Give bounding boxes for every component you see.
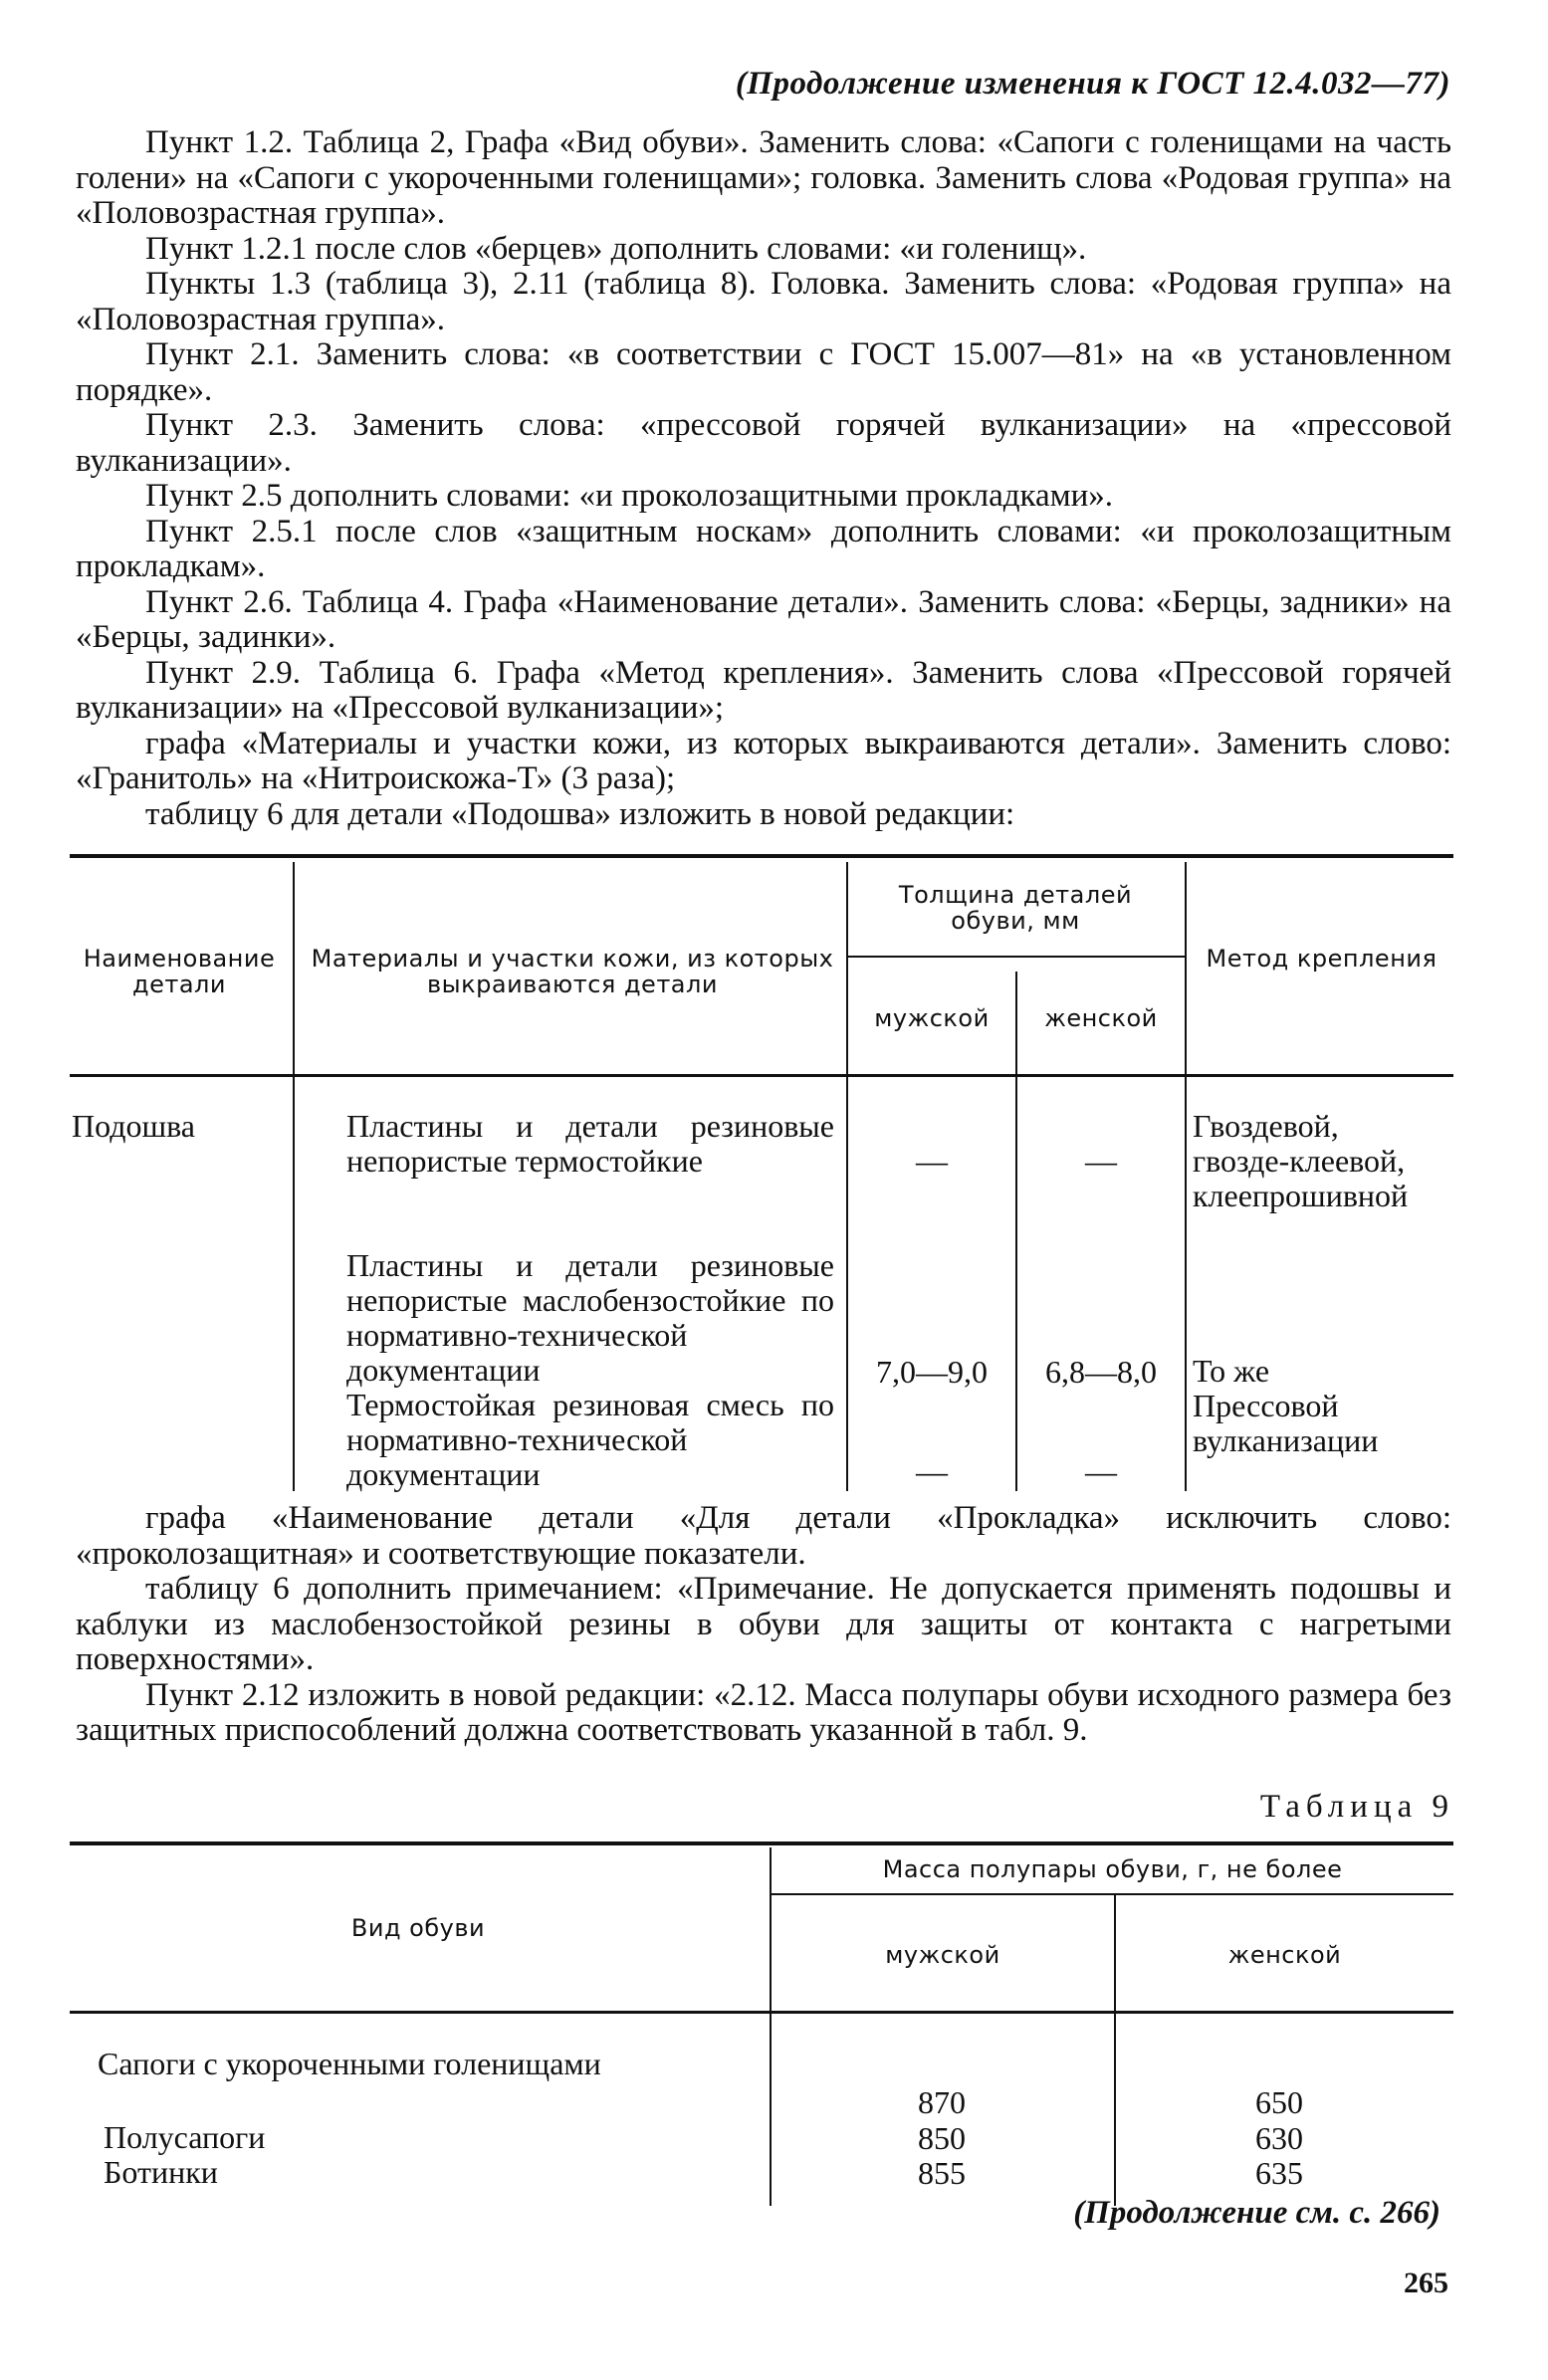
female-thickness-cell: — — [1085, 1453, 1117, 1489]
paragraph: Пункт 1.2. Таблица 2, Графа «Вид обуви». Заменить слова: «Сапоги с голенищами на часть голени» на «Сапоги с укороченными голенищами»; головка. Заменить слова «Родовая группа» на «Половозрастная группа». — [76, 124, 1451, 231]
header-part-name: Наименование детали — [83, 945, 276, 998]
female-mass-cell: 650 — [1255, 2084, 1303, 2120]
method-cell: То же — [1193, 1353, 1270, 1389]
male-mass-cell: 870 — [918, 2084, 966, 2120]
paragraph: Пункт 2.6. Таблица 4. Графа «Наименование детали». Заменить слова: «Берцы, задники» на «Берцы, задинки». — [76, 583, 1451, 655]
header-method: Метод крепления — [1206, 945, 1437, 973]
method-cell: Прессовой вулканизации — [1193, 1388, 1379, 1458]
paragraph: Пункты 1.3 (таблица 3), 2.11 (таблица 8). Головка. Заменить слова: «Родовая группа» на «Половозрастная группа». — [76, 266, 1451, 337]
table-9 — [70, 1841, 1453, 2200]
male-mass-cell: 855 — [918, 2155, 966, 2191]
column-divider — [770, 1847, 772, 2206]
table-row-type: Полусапоги — [104, 2119, 266, 2155]
header-thickness: Толщина деталей обуви, мм — [898, 881, 1133, 935]
male-thickness-cell: 7,0—9,0 — [876, 1354, 988, 1390]
male-thickness-cell: — — [916, 1453, 948, 1489]
page-number: 265 — [1404, 2267, 1448, 2299]
amendment-text-continued — [76, 1501, 1451, 1749]
material-cell: Пластины и детали резиновые непористые маслобензостойкие по нормативно-технической документации — [346, 1247, 834, 1388]
paragraph: таблицу 6 дополнить примечанием: «Примечание. Не допускается применять подошвы и каблуки из маслобензостойкой резины в обуви для защиты от контакта с нагретыми поверхностями». — [76, 1571, 1451, 1677]
paragraph: графа «Материалы и участки кожи, из которых выкраиваются детали». Заменить слово: «Гранитоль» на «Нитроискожа-Т» (3 раза); — [76, 725, 1451, 796]
male-thickness-cell: — — [916, 1143, 948, 1179]
female-thickness-cell: 6,8—8,0 — [1045, 1354, 1157, 1390]
male-mass-cell: 850 — [918, 2120, 966, 2156]
column-divider — [1015, 972, 1017, 1491]
paragraph: графа «Наименование детали «Для детали «Прокладка» исключить слово: «проколозащитная» и соответствующие показатели. — [76, 1500, 1451, 1572]
header-female: женской — [1044, 1004, 1158, 1032]
paragraph: Пункт 2.5.1 после слов «защитным носкам» дополнить словами: «и проколозащитным прокладкам». — [76, 513, 1451, 584]
female-mass-cell: 630 — [1255, 2120, 1303, 2156]
table-rule — [848, 956, 1185, 958]
header-footwear-type: Вид обуви — [350, 1914, 486, 1942]
paragraph: таблицу 6 для детали «Подошва» изложить в новой редакции: — [145, 795, 1015, 832]
column-divider — [293, 862, 295, 1491]
header-male: мужской — [885, 1941, 1000, 1969]
paragraph: Пункт 2.12 изложить в новой редакции: «2.12. Масса полупары обуви исходного размера без защитных приспособлений должна соответствовать указанной в табл. 9. — [76, 1676, 1451, 1748]
page-header: (Продолжение изменения к ГОСТ 12.4.032—77) — [735, 66, 1450, 102]
table-6 — [70, 854, 1453, 1491]
paragraph: Пункт 2.9. Таблица 6. Графа «Метод крепления». Заменить слова «Прессовой горячей вулканизации» на «Прессовой вулканизации»; — [76, 654, 1451, 726]
method-cell: Гвоздевой, гвозде-клеевой, клеепрошивной — [1193, 1108, 1409, 1213]
female-thickness-cell: — — [1085, 1143, 1117, 1179]
table-rule — [770, 1893, 1453, 1895]
header-materials: Материалы и участки кожи, из которых выкраиваются детали — [311, 945, 834, 998]
table-rule — [70, 1074, 1453, 1077]
paragraph: Пункт 1.2.1 после слов «берцев» дополнить словами: «и голенищ». — [145, 230, 1087, 267]
material-cell: Пластины и детали резиновые непористые термостойкие — [346, 1108, 834, 1179]
column-divider — [1185, 862, 1187, 1491]
header-female: женской — [1227, 1941, 1342, 1969]
header-mass: Масса полупары обуви, г, не более — [882, 1855, 1343, 1883]
paragraph: Пункт 2.5 дополнить словами: «и проколозащитными прокладками». — [145, 478, 1113, 514]
amendment-text — [76, 125, 1451, 832]
header-male: мужской — [874, 1004, 990, 1032]
table-rule — [70, 2011, 1453, 2014]
part-name-cell: Подошва — [72, 1108, 195, 1144]
paragraph: Пункт 2.3. Заменить слова: «прессовой горячей вулканизации» на «прессовой вулканизации». — [76, 407, 1451, 479]
table-row-type: Сапоги с укороченными голенищами — [98, 2046, 601, 2081]
table-rule — [70, 1841, 1453, 1845]
female-mass-cell: 635 — [1255, 2155, 1303, 2191]
table-rule — [70, 854, 1453, 858]
paragraph: Пункт 2.1. Заменить слова: «в соответствии с ГОСТ 15.007—81» на «в установленном порядке». — [76, 336, 1451, 408]
table-row-type: Ботинки — [104, 2154, 218, 2190]
material-cell: Термостойкая резиновая смесь по нормативно-технической документации — [346, 1387, 834, 1492]
table-9-caption: Таблица 9 — [1259, 1789, 1454, 1825]
continuation-note: (Продолжение см. с. 266) — [1073, 2195, 1440, 2231]
